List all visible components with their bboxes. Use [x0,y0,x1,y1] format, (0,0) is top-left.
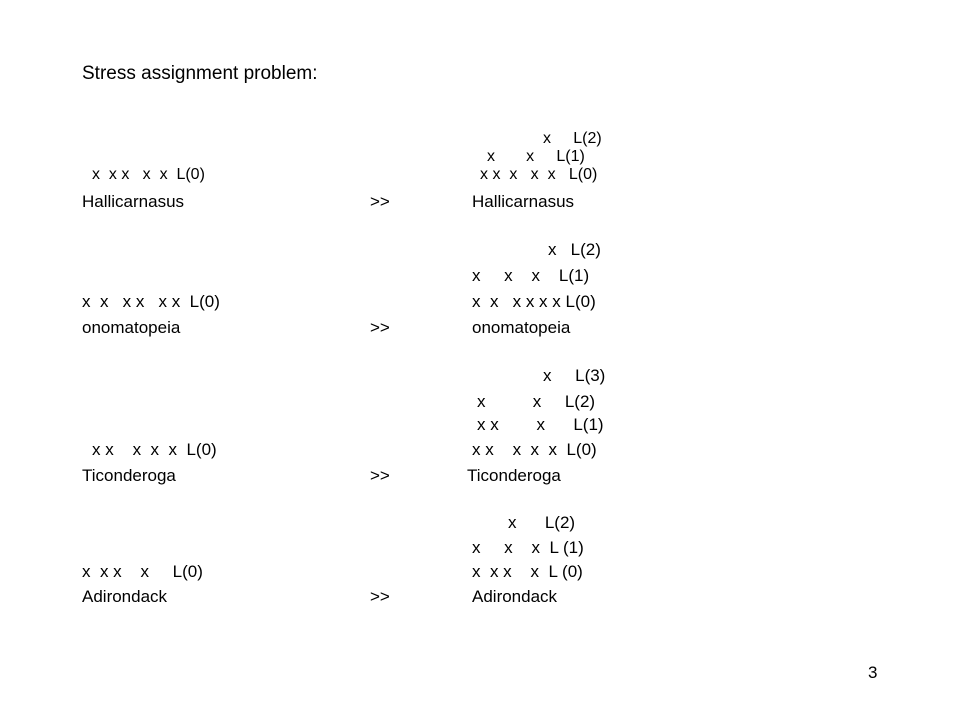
output-word: Ticonderoga [467,466,561,485]
output-grid-row: x x x x x x L(0) [472,292,596,311]
output-word: onomatopeia [472,318,571,337]
input-grid-row: x x x x x L(0) [92,166,205,183]
input-grid-row: x x x x L(0) [82,562,203,581]
output-grid-row: x L(2) [548,240,601,259]
output-grid-row: x x x L (1) [472,538,584,557]
output-word: Hallicarnasus [472,192,575,211]
output-grid-row: x x x x x L(0) [480,166,598,183]
input-grid-row: x x x x x L(0) [92,440,217,459]
page-title: Stress assignment problem: [82,63,318,84]
arrow-symbol: >> [370,192,390,211]
output-grid-row: x L(3) [543,366,606,385]
output-grid-row: x x L(1) [487,148,585,165]
input-word: Adirondack [82,587,168,606]
output-grid-row: x x x L(1) [477,415,604,434]
arrow-symbol: >> [370,466,390,485]
input-word: onomatopeia [82,318,181,337]
output-grid-row: x x x x L (0) [472,562,583,581]
page-number: 3 [868,663,878,682]
input-word: Hallicarnasus [82,192,185,211]
arrow-symbol: >> [370,318,390,337]
output-grid-row: x L(2) [543,130,602,147]
output-word: Adirondack [472,587,558,606]
arrow-symbol: >> [370,587,390,606]
input-grid-row: x x x x x x L(0) [82,292,220,311]
output-grid-row: x x x L(1) [472,266,590,285]
input-word: Ticonderoga [82,466,176,485]
output-grid-row: x x x x x L(0) [472,440,597,459]
output-grid-row: x x L(2) [477,392,596,411]
output-grid-row: x L(2) [508,513,576,532]
